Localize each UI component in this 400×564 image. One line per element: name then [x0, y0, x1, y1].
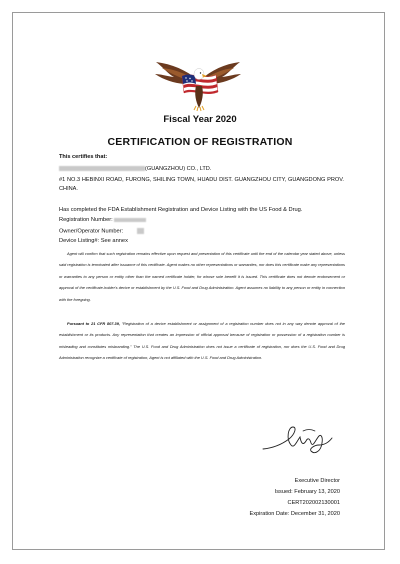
registration-number-label: Registration Number: [59, 217, 113, 223]
company-suffix: (GUANGZHOU) CO., LTD. [145, 166, 212, 172]
regulation-citation: Pursuant to 21 CFR 807.39, [67, 321, 120, 326]
certificate-title: CERTIFICATION OF REGISTRATION [107, 136, 293, 148]
expiration-date: Expiration Date: December 31, 2020 [249, 511, 340, 517]
handwritten-signature [259, 415, 335, 459]
registration-number-line [59, 217, 146, 223]
certifies-intro: This certifies that: [59, 154, 108, 160]
certificate-number: CERT202002130001 [287, 500, 340, 506]
device-listing-line: Device Listing#: See annex [59, 238, 128, 244]
regulation-text: "Registration of a device establishment or assignment of a registration number does not in any way denote approval of the establishment or its products. Any representation that creates an impression of official approval because of registration or possession of a registration number is misleading and constitutes misbranding." The U.S. Food and Drug Administration does not issue a certificate of registration, nor does the U.S. Food and Drug Administration recognize a certificate of registration, Agent is not affiliated with the U.S. Food and Drug Administration. [59, 321, 345, 361]
redacted-company-name [59, 166, 145, 171]
completion-statement: Has completed the FDA Establishment Registration and Device Listing with the US Food & Drug. [59, 207, 303, 213]
company-address: #1 NO.3 HEBINXI ROAD, FURONG, SHILING TOWN, HUADU DIST. GUANGZHOU CITY, GUANGDONG PROV. CHINA. [59, 177, 344, 192]
company-name [59, 166, 211, 172]
issued-date: Issued: February 13, 2020 [274, 489, 340, 495]
regulation-paragraph [59, 318, 345, 364]
eagle-flag-logo [152, 50, 244, 112]
owner-operator-label: Owner/Operator Number: [59, 228, 124, 235]
redacted-registration-number [114, 218, 146, 222]
signatory-role: Executive Director [294, 478, 340, 484]
owner-operator-line [59, 228, 144, 235]
redacted-owner-operator-number [137, 228, 144, 234]
fiscal-year: Fiscal Year 2020 [163, 114, 237, 125]
disclaimer-paragraph: Agent will confirm that such registration remains effective upon request and presentation of this certificate until the end of the calendar year stated above, unless said registration is terminated after issuance of this certificate. Agent makes no other representations or warranties, nor does this certificate make any representations or warranties to any person or entity other than the named certificate holder, for whose sole benefit it is issued. This certificate does not denote endorsement or approval of the certificate-holder's device or establishment by the U.S. Food and Drug Administration. Agent assumes no liability to any person or entity in connection with the foregoing. [59, 251, 345, 302]
